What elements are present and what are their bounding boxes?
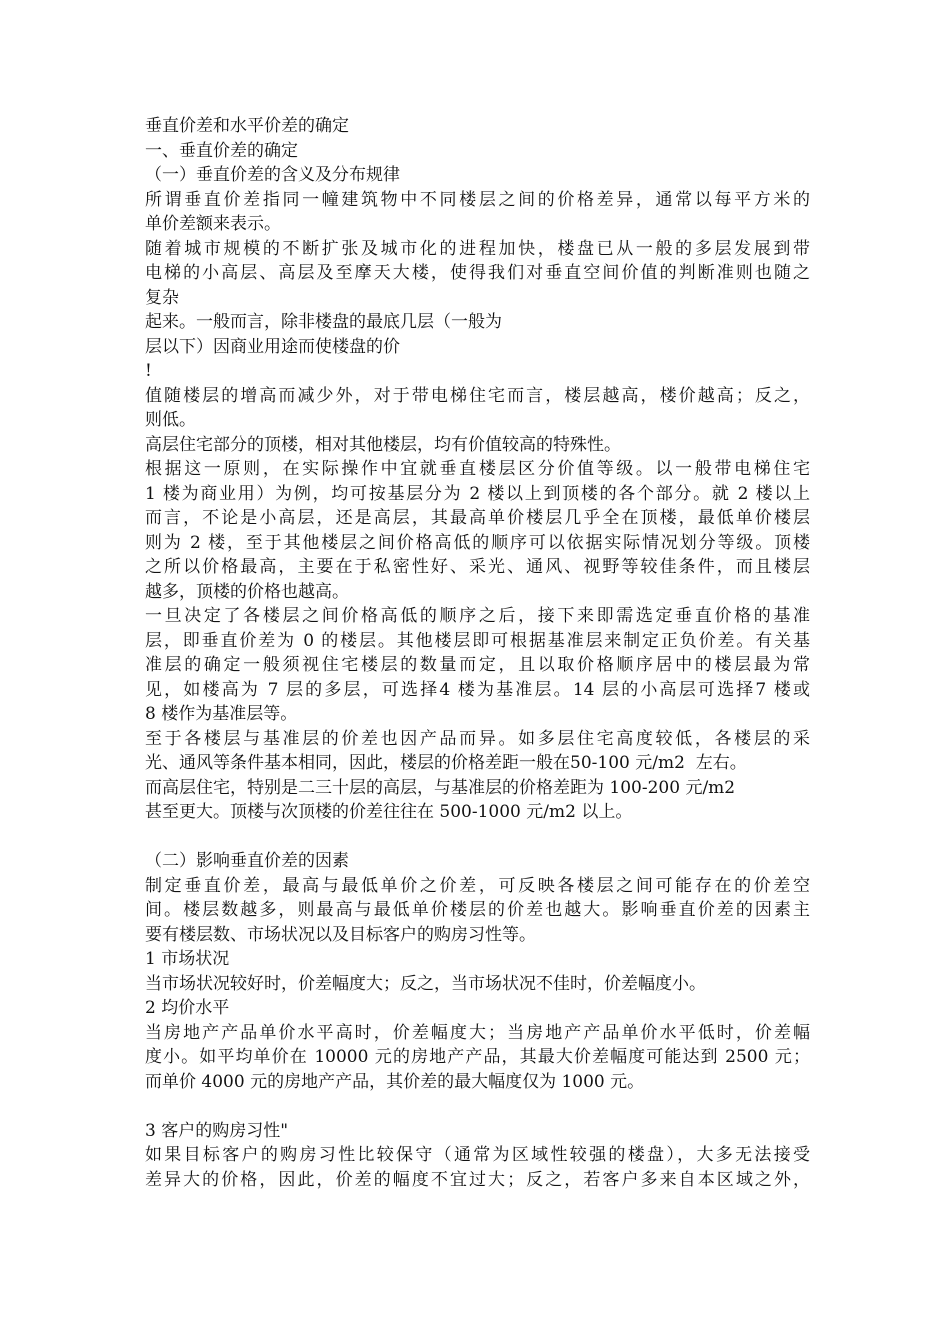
text-line: 根据这一原则，在实际操作中宜就垂直楼层区分价值等级。以一般带电梯住宅 xyxy=(145,459,810,479)
blank-line xyxy=(145,825,810,850)
text-line: 之所以价格最高，主要在于私密性好、采光、通风、视野等较佳条件，而且楼层 xyxy=(145,557,810,577)
text-line: 随着城市规模的不断扩张及城市化的进程加快，楼盘已从一般的多层发展到带 xyxy=(145,238,810,259)
text-line: 如果目标客户的购房习性比较保守（通常为区域性较强的楼盘），大多无法接受 xyxy=(145,1145,810,1165)
text-line: 越多，顶楼的价格也越高。 xyxy=(145,581,349,602)
text-line: 当房地产产品单价水平高时，价差幅度大；当房地产产品单价水平低时，价差幅 xyxy=(145,1022,810,1043)
text-line: 见，如楼高为 7 层的多层，可选择4 楼为基准层。14 层的小高层可选择7 楼或 xyxy=(145,679,810,700)
text-line: 起来。一般而言，除非楼盘的最底几层（一般为 xyxy=(145,312,502,332)
blank-line xyxy=(145,1094,810,1119)
text-line: 所谓垂直价差指同一幢建筑物中不同楼层之间的价格差异，通常以每平方米的 xyxy=(145,189,810,210)
text-line: （一）垂直价差的含义及分布规律 xyxy=(145,165,400,185)
text-line: 复杂 xyxy=(145,287,179,308)
text-line: ! xyxy=(145,361,152,381)
text-line: 差异大的价格，因此，价差的幅度不宜过大；反之，若客户多来自本区域之外， xyxy=(145,1169,810,1190)
text-line: 单价差额来表示。 xyxy=(145,214,281,234)
text-line: 值随楼层的增高而减少外，对于带电梯住宅而言，楼层越高，楼价越高；反之， xyxy=(145,385,810,406)
text-line: 2 均价水平 xyxy=(145,998,230,1018)
text-line: 垂直价差和水平价差的确定 xyxy=(145,116,349,136)
text-line: 则为 2 楼，至于其他楼层之间价格高低的顺序可以依据实际情况划分等级。顶楼 xyxy=(145,532,810,553)
text-line: 1 楼为商业用）为例，均可按基层分为 2 楼以上到顶楼的各个部分。就 2 楼以上 xyxy=(145,483,810,504)
text-line: 1 市场状况 xyxy=(145,949,230,969)
text-line: 当市场状况较好时，价差幅度大；反之，当市场状况不佳时，价差幅度小。 xyxy=(145,973,706,994)
document-body xyxy=(145,114,810,1192)
text-line: 至于各楼层与基准层的价差也因产品而异。如多层住宅高度较低，各楼层的采 xyxy=(145,728,810,749)
text-line: 层以下）因商业用途而使楼盘的价 xyxy=(145,336,400,357)
text-line: 3 客户的购房习性" xyxy=(145,1120,289,1141)
text-line: 一旦决定了各楼层之间价格高低的顺序之后，接下来即需选定垂直价格的基准 xyxy=(145,606,810,626)
text-line: 层，即垂直价差为 0 的楼层。其他楼层即可根据基准层来制定正负价差。有关基 xyxy=(145,630,810,651)
text-line: 而单价 4000 元的房地产产品，其价差的最大幅度仅为 1000 元。 xyxy=(145,1071,645,1092)
text-line: 而高层住宅，特别是二三十层的高层，与基准层的价格差距为 100-200 元/m2 xyxy=(145,777,736,798)
text-line: 而言，不论是小高层，还是高层，其最高单价楼层几乎全在顶楼，最低单价楼层 xyxy=(145,508,810,528)
text-line: 电梯的小高层、高层及至摩天大楼，使得我们对垂直空间价值的判断准则也随之 xyxy=(145,263,810,283)
text-line: 要有楼层数、市场状况以及目标客户的购房习性等。 xyxy=(145,924,536,945)
text-line: 准层的确定一般须视住宅楼层的数量而定，且以取价格顺序居中的楼层最为常 xyxy=(145,655,810,675)
text-line: 光、通风等条件基本相同，因此，楼层的价格差距一般在50-100 元/m2 左右。 xyxy=(145,753,747,773)
text-line: 甚至更大。顶楼与次顶楼的价差往往在 500-1000 元/m2 以上。 xyxy=(145,802,633,822)
text-line: 8 楼作为基准层等。 xyxy=(145,704,298,724)
text-line: 度小。如平均单价在 10000 元的房地产产品，其最大价差幅度可能达到 2500 元； xyxy=(145,1047,810,1067)
text-line: 间。楼层数越多，则最高与最低单价楼层的价差也越大。影响垂直价差的因素主 xyxy=(145,900,810,920)
text-line: （二）影响垂直价差的因素 xyxy=(145,851,349,871)
text-line: 高层住宅部分的顶楼，相对其他楼层，均有价值较高的特殊性。 xyxy=(145,434,621,455)
text-line: 一、垂直价差的确定 xyxy=(145,140,298,161)
text-line: 制定垂直价差，最高与最低单价之价差，可反映各楼层之间可能存在的价差空 xyxy=(145,875,810,896)
text-line: 则低。 xyxy=(145,410,196,430)
